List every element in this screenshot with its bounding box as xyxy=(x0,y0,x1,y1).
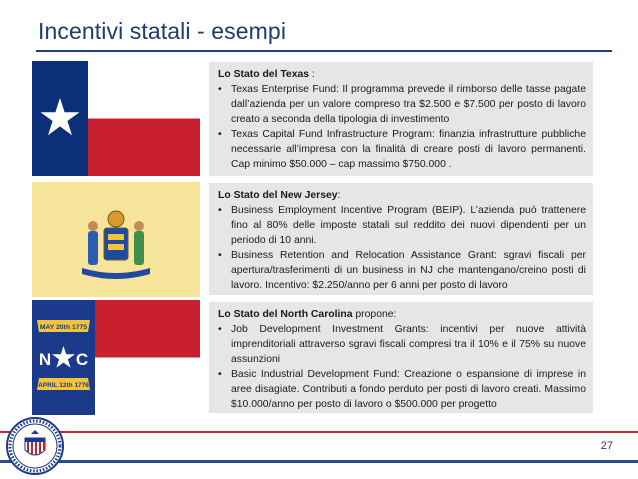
title-suffix: : xyxy=(309,69,315,80)
panel-title xyxy=(218,67,586,82)
state-name: Lo Stato del New Jersey xyxy=(218,190,338,201)
nc-letter-n: N xyxy=(38,350,52,369)
incentive-list xyxy=(218,322,586,412)
new-jersey-flag-icon xyxy=(32,182,200,297)
title-divider xyxy=(36,50,612,52)
texas-incentives-panel xyxy=(209,62,593,176)
nc-letter-c: C xyxy=(75,350,89,369)
panel-title xyxy=(218,188,586,203)
incentive-item: • Business Employment Incentive Program (BEIP). L’azienda può trattenere fino al 80% delle imposte statali sul reddito dei nuovi dipendenti per un periodo di 10 anni. xyxy=(218,203,586,248)
page-number: 27 xyxy=(600,440,613,452)
incentive-item: • Business Retention and Relocation Assistance Grant: sgravi fiscali per apertura/trasferimenti di un business in NJ che mantengano/creino posti di lavoro. Incentivo: $2.250/anno per 6 anni per posto di lavoro xyxy=(218,248,586,293)
nc-bottom-scroll: APRIL 12th 1776 xyxy=(38,382,89,389)
department-of-commerce-seal-icon xyxy=(5,416,65,476)
panel-title xyxy=(218,307,586,322)
title-suffix: propone: xyxy=(352,309,397,320)
incentive-item: • Texas Enterprise Fund: Il programma prevede il rimborso delle tasse pagate dall’azienda per un valore compreso tra $2.500 e $7.500 per posto di lavoro creato a seconda della tipologia di investimento xyxy=(218,82,586,127)
title-suffix: : xyxy=(337,190,341,201)
incentive-list xyxy=(218,203,586,293)
nc-top-scroll: MAY 20th 1775 xyxy=(39,324,88,331)
state-name: Lo Stato del Texas xyxy=(218,69,310,80)
footer-blue-rule xyxy=(0,460,638,463)
incentive-item: • Texas Capital Fund Infrastructure Program: finanzia infrastrutture pubbliche necessarie all’impresa con la finalità di creare posti di lavoro permanenti. Cap minimo $50.000 – cap massimo $750.000 . xyxy=(218,127,586,172)
slide-title: Incentivi statali - esempi xyxy=(38,18,287,44)
north-carolina-incentives-panel xyxy=(209,302,593,413)
new-jersey-incentives-panel xyxy=(209,183,593,295)
north-carolina-flag-icon xyxy=(32,300,200,415)
incentive-item: • Job Development Investment Grants: incentivi per nuove attività imprenditoriali attraverso sgravi fiscali compresi tra il 10% e il 75% su nuove assunzioni xyxy=(218,322,586,367)
texas-flag-icon xyxy=(32,61,200,176)
incentive-item: • Basic Industrial Development Fund: Creazione o espansione di imprese in aree disagiate. Contributi a fondo perduto per posti di lavoro creati. Massimo $10.000/anno per posto di lavoro o $500.000 per progetto xyxy=(218,367,586,412)
state-name: Lo Stato del North Carolina xyxy=(218,309,353,320)
incentive-list xyxy=(218,82,586,172)
footer-red-rule xyxy=(0,431,638,433)
